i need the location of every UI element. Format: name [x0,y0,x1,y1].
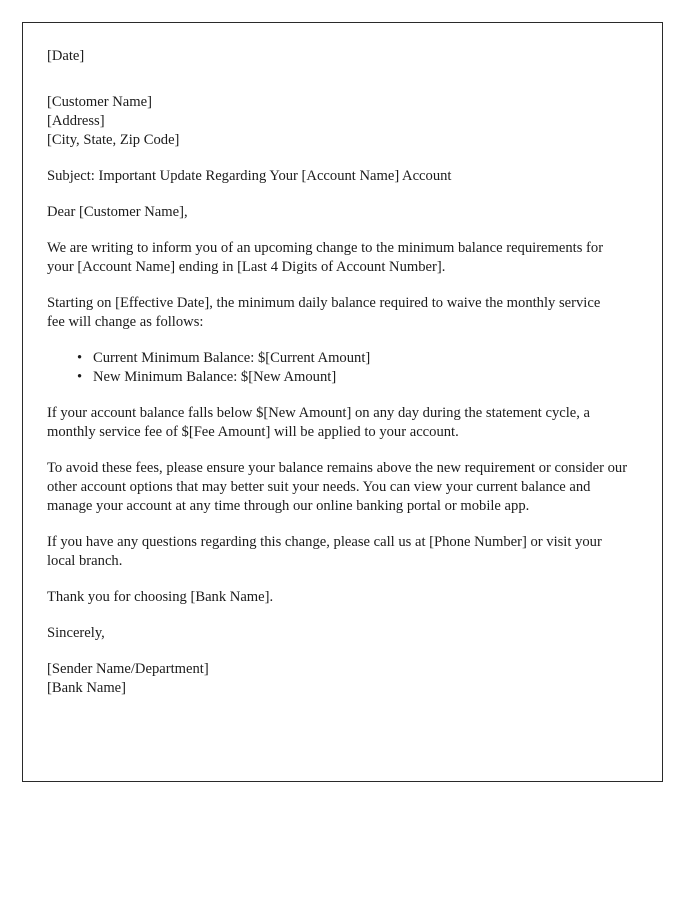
balance-change-list [47,349,631,387]
recipient-name: [Customer Name] [47,94,152,110]
subject-line: Subject: Important Update Regarding Your [Account Name] Account [47,168,452,184]
letter-body [47,47,631,715]
date-line: [Date] [47,48,85,64]
recipient-city-state-zip: [City, State, Zip Code] [47,132,180,148]
paragraph-questions: If you have any questions regarding this change, please call us at [Phone Number] or visit your local branch. [47,534,602,569]
paragraph-avoid-fees: To avoid these fees, please ensure your balance remains above the new requirement or consider our other account options that may better suit your needs. You can view your current balance and manage your account at any time through our online banking portal or mobile app. [47,460,628,514]
list-item: • New Minimum Balance: $[New Amount] [47,368,631,387]
paragraph-thank-you: Thank you for choosing [Bank Name]. [47,589,274,605]
salutation: Dear [Customer Name], [47,204,188,220]
sender-name: [Sender Name/Department] [47,661,209,677]
recipient-address: [Address] [47,113,105,129]
document-page [22,22,663,782]
paragraph-intro: We are writing to inform you of an upcoming change to the minimum balance requirements for your [Account Name] ending in [Last 4 Digits of Account Number]. [47,240,604,275]
signature-block [47,660,631,698]
recipient-address-block [47,93,631,150]
paragraph-fee-notice: If your account balance falls below $[New Amount] on any day during the statement cycle, a monthly service fee of $[Fee Amount] will be applied to your account. [47,405,591,440]
closing-salutation: Sincerely, [47,625,105,641]
paragraph-effective-date: Starting on [Effective Date], the minimum daily balance required to waive the monthly service fee will change as follows: [47,295,601,330]
list-item: • Current Minimum Balance: $[Current Amount] [47,349,631,368]
sender-bank-name: [Bank Name] [47,680,127,696]
